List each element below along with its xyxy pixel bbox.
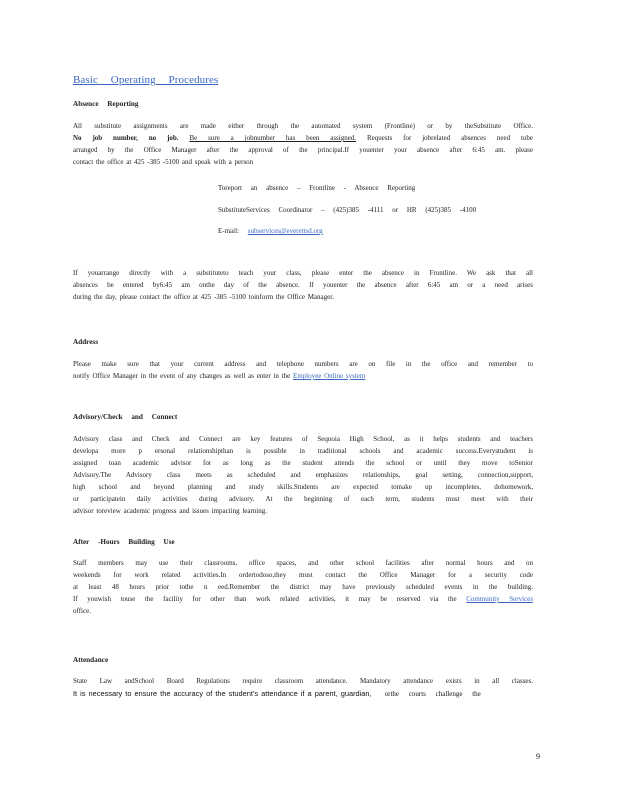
- after-hours-line-3: at least 48 hours prior tothe n eed.Remember the district may have previously scheduled events in the building.: [73, 583, 533, 591]
- report-absence-line: Toreport an absence – Frontline - Absence Reporting: [218, 184, 416, 192]
- advisory-line-3: assigned toan academic advisor for as long as the student attends the school or until they move toSenior: [73, 459, 533, 467]
- absence-bold-text: No job number, no job.: [73, 134, 179, 142]
- attendance-line-2-sans: It is necessary to ensure the accuracy of the student’s attendance if a parent, guardian,: [73, 689, 372, 698]
- advisory-line-6: or participatein daily activities during advisory. At the beginning of each term, students must meet with their: [73, 495, 533, 503]
- heading-absence-reporting: Absence Reporting: [73, 100, 139, 108]
- heading-attendance: Attendance: [73, 656, 109, 664]
- advisory-line-1: Advisory class and Check and Connect are key features of Sequoia High School, as it helps students and teachers: [73, 435, 533, 443]
- employee-online-link[interactable]: Employee Online system: [292, 372, 366, 380]
- email-link[interactable]: subservices@everettsd.org: [247, 227, 323, 235]
- absence-line-2: [73, 132, 533, 144]
- after-hours-paragraph: [73, 557, 533, 617]
- advisory-line-2: developa more p ersonal relationshipthan is possible in traditional schools and academic success.Everystudent is: [73, 447, 533, 455]
- absence-p2-line-1: If youarrange directly with a substituteto teach your class, please enter the absence in Frontline. We ask that all: [73, 269, 533, 277]
- email-label: E-mail:: [218, 227, 239, 235]
- absence-line-3: arranged by the Office Manager after the approval of the principal.If youenter your absence after 6:45 am. please: [73, 146, 533, 154]
- after-hours-line-2: weekends for work related activities.In ordertodoso,they must contact the Office Manager for a security code: [73, 571, 533, 579]
- advisory-line-7: advisor toreview academic progress and issues impacting learning.: [73, 507, 267, 515]
- address-line-2-text: notify Office Manager in the event of any changes as well as enter in the: [73, 372, 291, 380]
- absence-paragraph: [73, 120, 533, 168]
- after-hours-line-4-text: If youwish touse the facility for other than work related activities, it may be reserved via the: [73, 595, 457, 603]
- heading-advisory: Advisory/Check and Connect: [73, 413, 178, 421]
- substitute-contact-line: SubstituteServices Coordinator – (425)385 -4111 or HR (425)385 -4100: [218, 206, 477, 214]
- advisory-paragraph: [73, 433, 533, 517]
- attendance-line-1: State Law andSchool Board Regulations require classroom attendance. Mandatory attendance exists in all classes.: [73, 677, 533, 685]
- heading-after-hours: After -Hours Building Use: [73, 538, 175, 546]
- address-paragraph: [73, 358, 533, 382]
- address-line-2: [73, 370, 533, 382]
- absence-p2-line-3: during the day, please contact the office at 425 -385 -5100 toinform the Office Manager.: [73, 293, 334, 301]
- page-title: Basic Operating Procedures: [73, 74, 219, 86]
- community-services-link[interactable]: Community Services: [466, 595, 533, 603]
- absence-p2-line-2: absences be entered by6:45 am onthe day of the absence. If youenter the absence after 6:45 am or a need arises: [73, 281, 533, 289]
- absence-line-1: All substitute assignments are made either through the automated system (Frontline) or by theSubstitute Office.: [73, 122, 533, 130]
- email-line: [218, 227, 353, 235]
- absence-line-4: contact the office at 425 -385 -5100 and speak with a person: [73, 158, 254, 166]
- absence-paragraph-2: [73, 267, 533, 303]
- after-hours-line-1: Staff members may use their classrooms, office spaces, and other school facilities after normal hours and on: [73, 559, 533, 567]
- advisory-line-4: Advisory.The Advisory class meets as scheduled and emphasizes relationships, goal setting, connection,support,: [73, 471, 533, 479]
- absence-requests-text: Requests for jobrelated absences need tobe: [366, 134, 533, 142]
- attendance-line-2: [73, 689, 533, 698]
- after-hours-tail: office.: [73, 607, 91, 615]
- heading-address: Address: [73, 338, 99, 346]
- address-line-1: Please make sure that your current address and telephone numbers are on file in the office and remember to: [73, 360, 533, 368]
- page-number: 9: [536, 752, 540, 761]
- advisory-line-5: high school and beyond planning and study skills.Students are expected tomake up incompletes, dohomework,: [73, 483, 533, 491]
- absence-underlined-text: Be sure a jobnumber has been assigned.: [189, 134, 357, 142]
- attendance-paragraph: [73, 675, 533, 687]
- after-hours-line-4: [73, 593, 533, 605]
- attendance-line-2-rest: orthe courts challenge the: [384, 690, 481, 698]
